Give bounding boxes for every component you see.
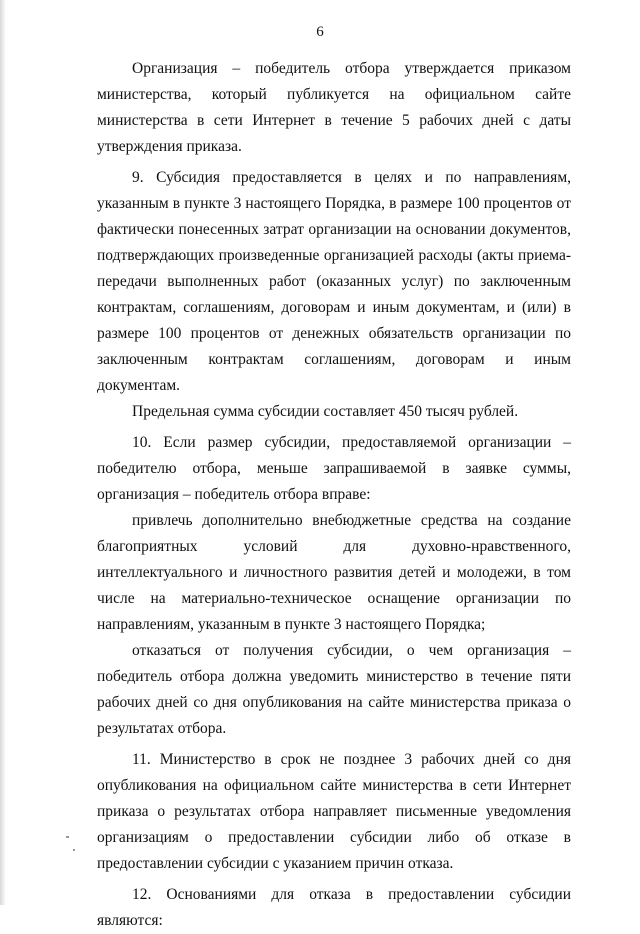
scan-edge-shadow	[0, 0, 6, 905]
page-number: 6	[316, 24, 324, 40]
document-body	[97, 56, 571, 934]
scan-speck	[73, 849, 75, 851]
paragraph-item-11: 11. Министерство в срок не позднее 3 рабочих дней со дня опубликования на официальном сайте министерства в сети Интернет приказа о результатах отбора направляет письменные уведомления организациям о предоставлении субсидии либо об отказе в предоставлении субсидии с указанием причин отказа.	[97, 751, 571, 872]
scan-speck	[66, 836, 69, 838]
paragraph-winner-approval: Организация – победитель отбора утверждается приказом министерства, который публикуется на официальном сайте министерства в сети Интернет в течение 5 рабочих дней с даты утверждения приказа.	[97, 60, 571, 155]
paragraph-item-10: 10. Если размер субсидии, предоставляемой организации – победителю отбора, меньше запрашиваемой в заявке суммы, организация – победитель отбора вправе:	[97, 434, 571, 503]
paragraph-max-subsidy: Предельная сумма субсидии составляет 450 тысяч рублей.	[132, 403, 519, 420]
paragraph-item-9: 9. Субсидия предоставляется в целях и по направлениям, указанным в пункте 3 настоящего Порядка, в размере 100 процентов от фактически понесенных затрат организации на основании документов, подтверждающих произведенные организацией расходы (акты приема-передачи выполненных работ (оказанных услуг) по заключенным контрактам, соглашениям, договорам и иным документам, и (или) в размере 100 процентов от денежных обязательств организации по заключенным контрактам соглашениям, договорам и иным документам.	[97, 169, 571, 394]
paragraph-attract-funds: привлечь дополнительно внебюджетные средства на создание благоприятных условий для духовно-нравственного, интеллектуального и личностного развития детей и молодежи, в том числе на материально-техническое оснащение организации по направлениям, указанным в пункте 3 настоящего Порядка;	[97, 512, 571, 633]
paragraph-item-12: 12. Основаниями для отказа в предоставлении субсидии являются:	[97, 886, 571, 929]
paragraph-refuse-subsidy: отказаться от получения субсидии, о чем организация – победитель отбора должна уведомить министерство в течение пяти рабочих дней со дня опубликования на сайте министерства приказа о результатах отбора.	[97, 642, 571, 737]
